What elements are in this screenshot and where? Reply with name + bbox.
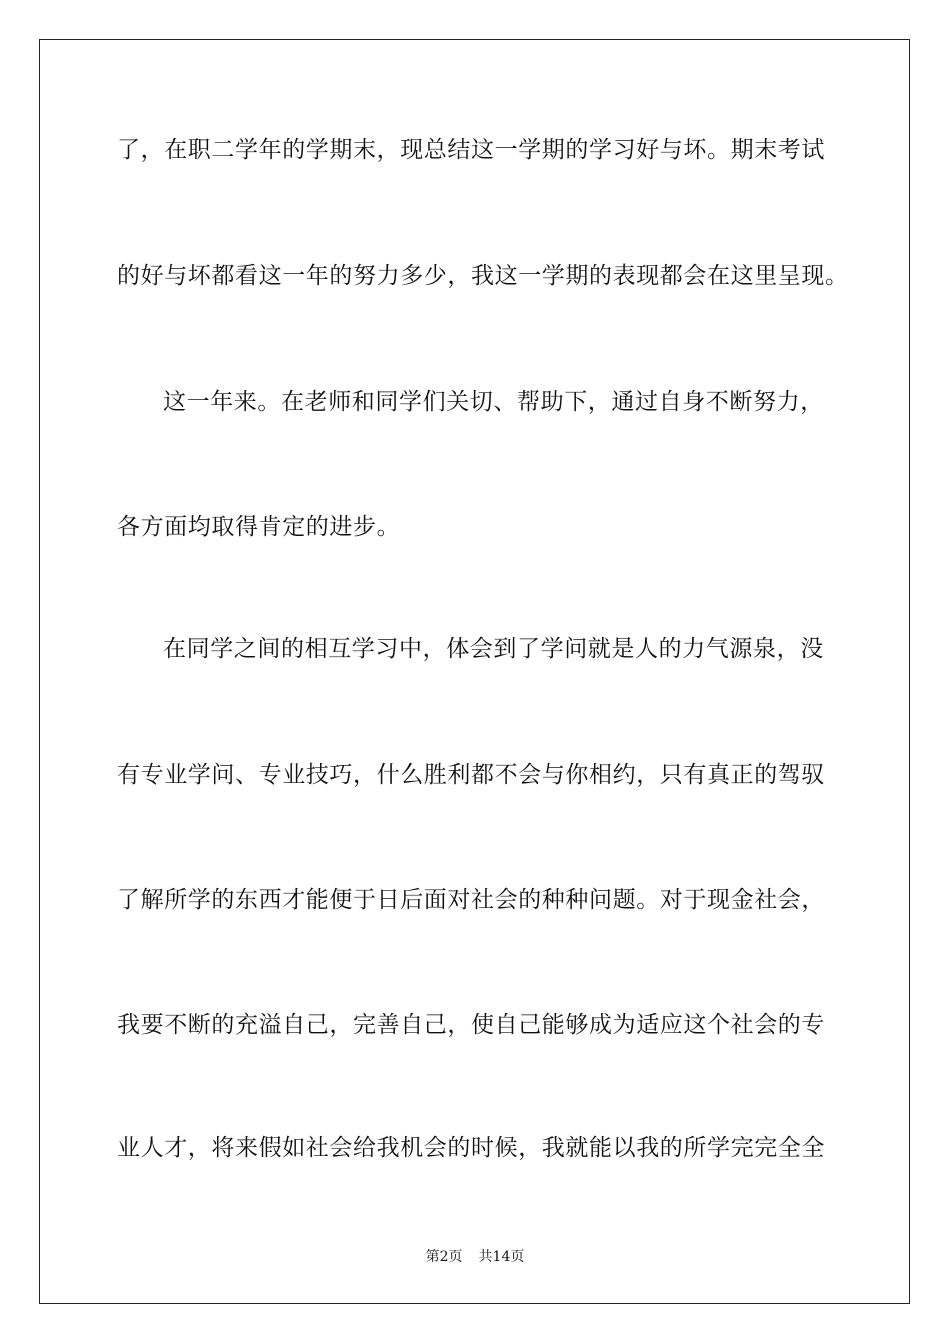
paragraph-first-line: 在同学之间的相互学习中，体会到了学问就是人的力气源泉，没 — [163, 636, 824, 662]
page-frame — [39, 39, 910, 1304]
page-number: 第2页 — [425, 1249, 463, 1265]
body-line: 我要不断的充溢自己，完善自己，使自己能够成为适应这个社会的专 — [117, 1012, 825, 1038]
body-line: 的好与坏都看这一年的努力多少，我这一学期的表现都会在这里呈现。 — [117, 263, 849, 289]
body-line: 业人才，将来假如社会给我机会的时候，我就能以我的所学完完全全 — [117, 1135, 825, 1161]
page-footer — [0, 1248, 950, 1266]
body-line: 各方面均取得肯定的进步。 — [117, 514, 401, 540]
paragraph-first-line: 这一年来。在老师和同学们关切、帮助下，通过自身不断努力， — [163, 389, 824, 415]
body-line: 了解所学的东西才能便于日后面对社会的种种问题。对于现金社会， — [117, 887, 825, 913]
page-total: 共14页 — [478, 1249, 525, 1265]
body-line: 了，在职二学年的学期末，现总结这一学期的学习好与坏。期末考试 — [117, 137, 825, 163]
body-line: 有专业学问、专业技巧，什么胜利都不会与你相约，只有真正的驾驭 — [117, 762, 825, 788]
